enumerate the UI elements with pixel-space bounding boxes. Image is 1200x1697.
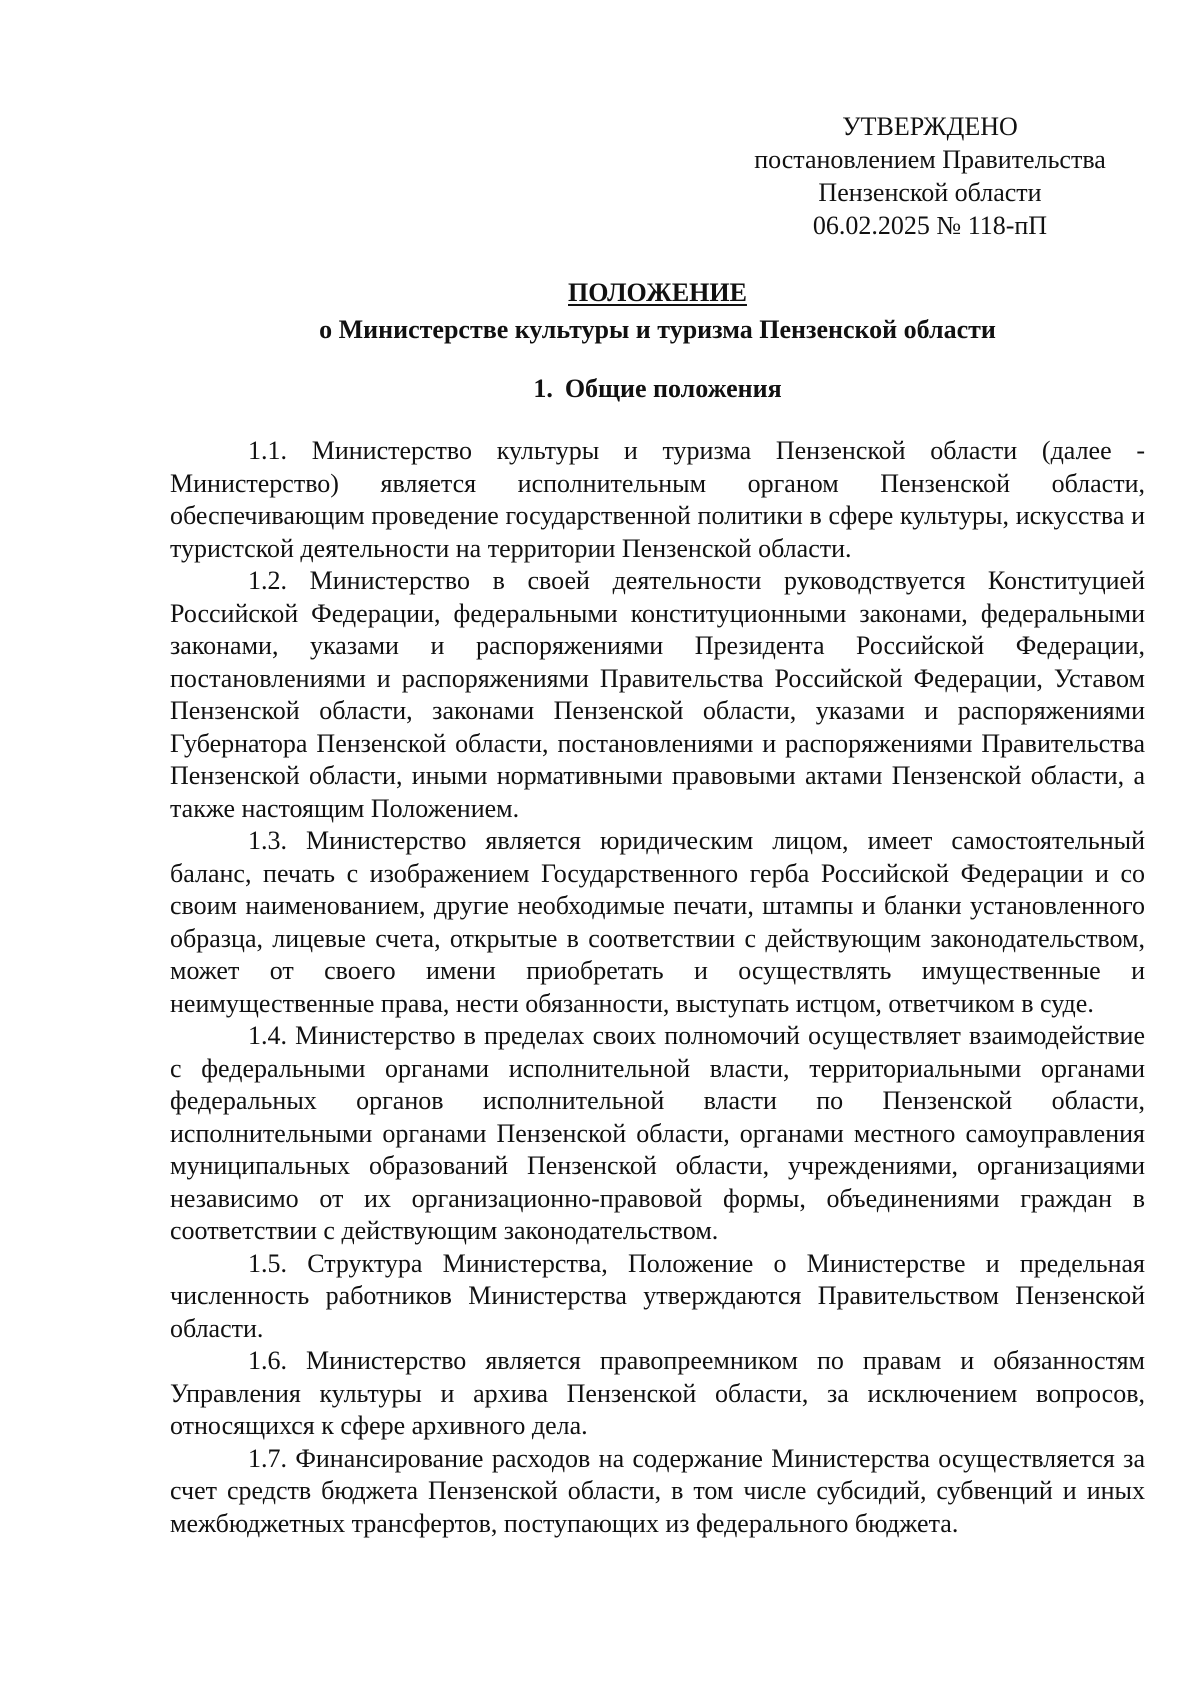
paragraph-1-5: 1.5. Структура Министерства, Положение о Министерстве и предельная численность работников Министерства утверждаются Правительством Пензенской области. (170, 1248, 1145, 1343)
approval-date-number: 06.02.2025 № 118-пП (812, 211, 1048, 240)
approval-title: УТВЕРЖДЕНО (842, 112, 1018, 141)
document-subtitle: о Министерстве культуры и туризма Пензенской области (319, 315, 996, 344)
approval-region: Пензенской области (818, 178, 1042, 207)
document-title-main: ПОЛОЖЕНИЕ (568, 278, 747, 307)
paragraph-1-4: 1.4. Министерство в пределах своих полномочий осуществляет взаимодействие с федеральными органами исполнительной власти, территориальными органами федеральных органов исполнительной власти по Пензенской области, исполнительными органами Пензенской области, органами местного самоуправления муниципальных образований Пензенской области, учреждениями, организациями независимо от их организационно-правовой формы, объединениями граждан в соответствии с действующим законодательством. (170, 1021, 1145, 1245)
approval-stamp (740, 110, 1120, 242)
paragraph-1-2: 1.2. Министерство в своей деятельности руководствуется Конституцией Российской Федерации, федеральными конституционными законами, федеральными законами, указами и распоряжениями Президента Российской Федерации, постановлениями и распоряжениями Правительства Российской Федерации, Уставом Пензенской области, законами Пензенской области, указами и распоряжениями Губернатора Пензенской области, постановлениями и распоряжениями Правительства Пензенской области, иными нормативными правовыми актами Пензенской области, а также настоящим Положением. (170, 566, 1145, 823)
document-body (170, 435, 1145, 1540)
section-heading (170, 370, 1145, 407)
approval-authority: постановлением Правительства (754, 145, 1106, 174)
section-number: 1. (533, 374, 553, 403)
section-title: Общие положения (564, 374, 782, 403)
paragraph-1-6: 1.6. Министерство является правопреемником по правам и обязанностям Управления культуры и архива Пензенской области, за исключением вопросов, относящихся к сфере архивного дела. (170, 1346, 1145, 1440)
document-title (170, 274, 1145, 348)
paragraph-1-3: 1.3. Министерство является юридическим лицом, имеет самостоятельный баланс, печать с изображением Государственного герба Российской Федерации и со своим наименованием, другие необходимые печати, штампы и бланки установленного образца, лицевые счета, открытые в соответствии с действующим законодательством, может от своего имени приобретать и осуществлять имущественные и неимущественные права, нести обязанности, выступать истцом, ответчиком в суде. (170, 826, 1145, 1018)
paragraph-1-1: 1.1. Министерство культуры и туризма Пензенской области (далее - Министерство) является исполнительным органом Пензенской области, обеспечивающим проведение государственной политики в сфере культуры, искусства и туристской деятельности на территории Пензенской области. (170, 436, 1145, 563)
paragraph-1-7: 1.7. Финансирование расходов на содержание Министерства осуществляется за счет средств бюджета Пензенской области, в том числе субсидий, субвенций и иных межбюджетных трансфертов, поступающих из федерального бюджета. (170, 1443, 1145, 1538)
